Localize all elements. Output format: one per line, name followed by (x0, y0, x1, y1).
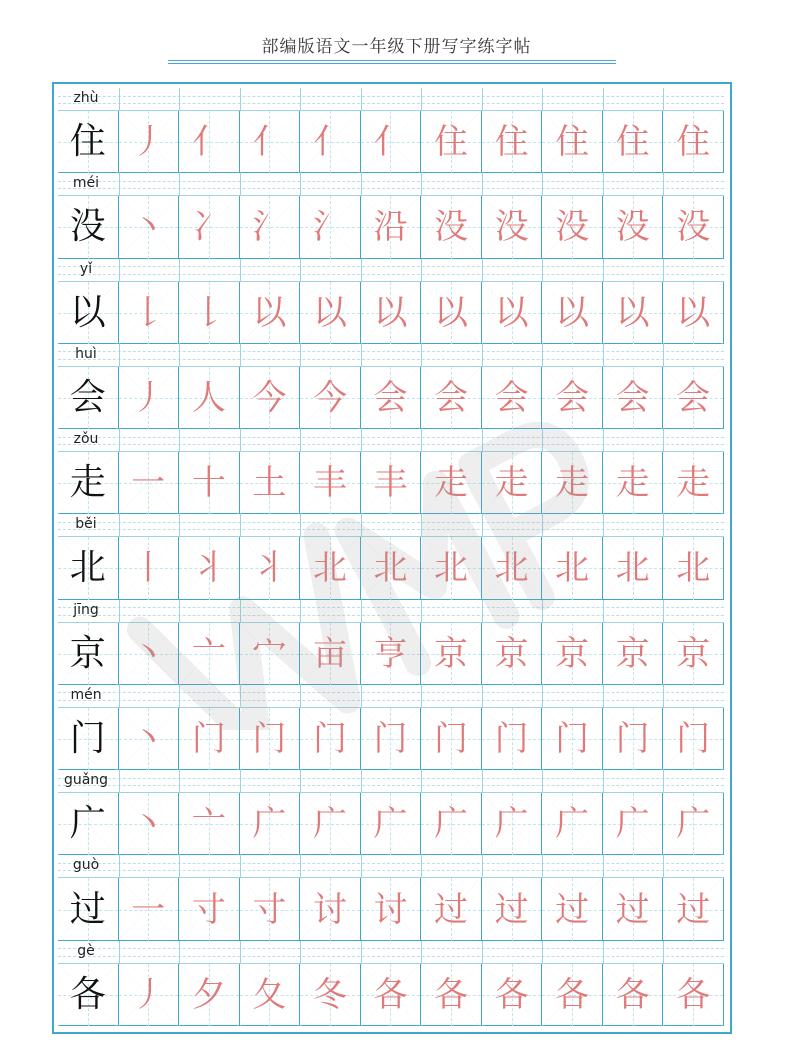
tracing-cell (300, 367, 361, 429)
tracing-character: 亩 (312, 633, 347, 674)
tracing-cell (300, 964, 361, 1026)
tracing-cell (179, 282, 240, 344)
tracing-cell (542, 282, 603, 344)
character-cells (58, 282, 724, 344)
tracing-cell (361, 367, 422, 429)
tracing-cell (542, 878, 603, 940)
tracing-character: 各 (373, 974, 408, 1015)
practice-grid (58, 88, 724, 1026)
pinyin-label: méi (72, 175, 100, 192)
tracing-cell (603, 964, 664, 1026)
tracing-cell (603, 623, 664, 685)
tracing-cell (179, 793, 240, 855)
tracing-cell (421, 793, 482, 855)
tracing-cell (240, 793, 301, 855)
pinyin-band (58, 173, 724, 196)
pinyin-label: zǒu (73, 431, 99, 448)
tracing-character: 丰 (373, 463, 408, 504)
tracing-character: 寸 (191, 889, 226, 930)
tracing-cell (179, 708, 240, 770)
tracing-cell (300, 878, 361, 940)
tracing-cell (663, 452, 724, 514)
tracing-character: 亻 (191, 122, 226, 163)
model-character-cell (58, 537, 119, 599)
tracing-cell (542, 623, 603, 685)
tracing-cell (361, 878, 422, 940)
character-cells (58, 964, 724, 1026)
tracing-cell (240, 452, 301, 514)
model-character: 各 (69, 973, 106, 1015)
tracing-cell (179, 964, 240, 1026)
character-cells (58, 452, 724, 514)
tracing-character: 广 (676, 804, 711, 845)
tracing-cell (542, 793, 603, 855)
tracing-character: 以 (373, 292, 408, 333)
tracing-cell (482, 878, 543, 940)
tracing-character: 人 (191, 377, 226, 418)
practice-row (58, 514, 724, 599)
tracing-cell (421, 964, 482, 1026)
tracing-cell (119, 452, 180, 514)
tracing-character: 北 (555, 548, 590, 589)
tracing-character: 𠄌 (131, 292, 166, 333)
tracing-character: 没 (494, 207, 529, 248)
tracing-character: 以 (434, 292, 469, 333)
practice-row (58, 855, 724, 940)
tracing-cell (482, 537, 543, 599)
tracing-character: 讨 (312, 889, 347, 930)
practice-row (58, 941, 724, 1026)
tracing-cell (482, 623, 543, 685)
tracing-cell (300, 452, 361, 514)
tracing-character: 门 (252, 719, 287, 760)
tracing-character: 广 (555, 804, 590, 845)
tracing-character: 京 (555, 633, 590, 674)
tracing-cell (300, 282, 361, 344)
tracing-cell (663, 793, 724, 855)
tracing-cell (421, 452, 482, 514)
practice-row (58, 429, 724, 514)
tracing-character: 过 (676, 889, 711, 930)
model-character-cell (58, 623, 119, 685)
pinyin-label: guǎng (63, 772, 109, 789)
tracing-character: 住 (615, 122, 650, 163)
tracing-cell (240, 196, 301, 258)
tracing-cell (482, 196, 543, 258)
tracing-cell (179, 111, 240, 173)
tracing-cell (179, 878, 240, 940)
tracing-cell (119, 623, 180, 685)
tracing-character: 门 (312, 719, 347, 760)
tracing-cell (542, 708, 603, 770)
tracing-cell (119, 111, 180, 173)
pinyin-band (58, 88, 724, 111)
tracing-character: 京 (494, 633, 529, 674)
tracing-character: 广 (312, 804, 347, 845)
tracing-character: 十 (191, 463, 226, 504)
tracing-character: 丿 (131, 377, 166, 418)
tracing-character: 门 (373, 719, 408, 760)
character-cells (58, 623, 724, 685)
tracing-character: 以 (494, 292, 529, 333)
tracing-character: 会 (494, 377, 529, 418)
model-character: 北 (69, 547, 106, 589)
tracing-character: 门 (555, 719, 590, 760)
tracing-character: 以 (615, 292, 650, 333)
tracing-character: 广 (615, 804, 650, 845)
tracing-cell (482, 367, 543, 429)
tracing-cell (361, 452, 422, 514)
character-cells (58, 793, 724, 855)
tracing-cell (482, 793, 543, 855)
tracing-character: 各 (434, 974, 469, 1015)
tracing-character: 走 (494, 463, 529, 504)
model-character-cell (58, 878, 119, 940)
tracing-cell (603, 196, 664, 258)
tracing-character: 会 (373, 377, 408, 418)
character-cells (58, 878, 724, 940)
tracing-character: 过 (615, 889, 650, 930)
tracing-cell (663, 964, 724, 1026)
tracing-character: 住 (494, 122, 529, 163)
tracing-cell (421, 878, 482, 940)
tracing-character: 北 (312, 548, 347, 589)
tracing-cell (119, 878, 180, 940)
practice-row (58, 770, 724, 855)
tracing-cell (542, 452, 603, 514)
pinyin-label: běi (75, 516, 97, 533)
tracing-cell (240, 537, 301, 599)
tracing-cell (421, 537, 482, 599)
tracing-cell (361, 196, 422, 258)
tracing-cell (240, 367, 301, 429)
tracing-character: 冬 (312, 974, 347, 1015)
tracing-cell (603, 537, 664, 599)
tracing-character: 广 (434, 804, 469, 845)
tracing-cell (179, 367, 240, 429)
tracing-cell (300, 111, 361, 173)
tracing-cell (240, 111, 301, 173)
tracing-cell (119, 367, 180, 429)
pinyin-band (58, 770, 724, 793)
tracing-character: 住 (676, 122, 711, 163)
tracing-cell (361, 623, 422, 685)
model-character-cell (58, 964, 119, 1026)
pinyin-label: yǐ (79, 260, 93, 277)
tracing-cell (603, 367, 664, 429)
tracing-cell (663, 111, 724, 173)
tracing-character: 没 (615, 207, 650, 248)
tracing-character: 亨 (373, 633, 408, 674)
pinyin-label: huì (75, 345, 97, 362)
practice-row (58, 173, 724, 258)
tracing-character: 沿 (373, 207, 408, 248)
tracing-character: 丿 (131, 974, 166, 1015)
pinyin-label: jīng (73, 601, 99, 618)
tracing-cell (119, 537, 180, 599)
tracing-character: 丶 (131, 207, 166, 248)
tracing-cell (361, 708, 422, 770)
tracing-character: 以 (676, 292, 711, 333)
tracing-character: 𠄌 (191, 292, 226, 333)
tracing-character: 丰 (312, 463, 347, 504)
character-cells (58, 367, 724, 429)
title-underline-second (168, 63, 616, 64)
character-cells (58, 537, 724, 599)
tracing-character: 门 (615, 719, 650, 760)
tracing-character: 寸 (252, 889, 287, 930)
tracing-character: 土 (252, 463, 287, 504)
tracing-cell (421, 367, 482, 429)
tracing-character: 夕 (191, 974, 226, 1015)
tracing-cell (300, 623, 361, 685)
practice-row (58, 600, 724, 685)
pinyin-band (58, 600, 724, 623)
tracing-cell (119, 708, 180, 770)
tracing-character: 门 (434, 719, 469, 760)
tracing-character: 广 (252, 804, 287, 845)
tracing-character: 以 (555, 292, 590, 333)
tracing-cell (119, 282, 180, 344)
tracing-character: 丬 (252, 548, 287, 589)
tracing-character: 京 (434, 633, 469, 674)
tracing-cell (603, 452, 664, 514)
tracing-character: 今 (312, 377, 347, 418)
tracing-character: 过 (555, 889, 590, 930)
character-cells (58, 196, 724, 258)
tracing-character: 各 (555, 974, 590, 1015)
tracing-cell (179, 196, 240, 258)
tracing-character: 丿 (131, 122, 166, 163)
tracing-character: 丶 (131, 633, 166, 674)
tracing-cell (300, 793, 361, 855)
tracing-cell (119, 793, 180, 855)
character-cells (58, 111, 724, 173)
tracing-cell (603, 708, 664, 770)
tracing-cell (300, 537, 361, 599)
pinyin-band (58, 855, 724, 878)
tracing-character: 亻 (312, 122, 347, 163)
tracing-cell (663, 196, 724, 258)
tracing-cell (663, 623, 724, 685)
tracing-character: 会 (676, 377, 711, 418)
tracing-cell (361, 111, 422, 173)
page-title: 部编版语文一年级下册写字练字帖 (261, 37, 532, 57)
tracing-cell (482, 708, 543, 770)
tracing-cell (240, 282, 301, 344)
tracing-character: 京 (615, 633, 650, 674)
tracing-cell (300, 196, 361, 258)
practice-row (58, 88, 724, 173)
tracing-character: 氵 (252, 207, 287, 248)
tracing-character: 住 (434, 122, 469, 163)
tracing-character: 丶 (131, 719, 166, 760)
tracing-cell (663, 537, 724, 599)
tracing-character: 北 (676, 548, 711, 589)
tracing-cell (119, 964, 180, 1026)
tracing-character: 夂 (252, 974, 287, 1015)
tracing-character: 北 (373, 548, 408, 589)
practice-row (58, 259, 724, 344)
tracing-character: 以 (312, 292, 347, 333)
model-character-cell (58, 452, 119, 514)
tracing-character: 京 (676, 633, 711, 674)
tracing-character: 会 (434, 377, 469, 418)
tracing-cell (603, 878, 664, 940)
pinyin-band (58, 685, 724, 708)
pinyin-band (58, 514, 724, 537)
tracing-character: 没 (434, 207, 469, 248)
pinyin-band (58, 429, 724, 452)
tracing-character: 亻 (252, 122, 287, 163)
tracing-cell (542, 111, 603, 173)
model-character: 过 (69, 888, 106, 930)
tracing-character: 丬 (191, 548, 226, 589)
model-character: 广 (69, 803, 106, 845)
tracing-cell (240, 623, 301, 685)
tracing-character: 一 (131, 889, 166, 930)
tracing-cell (421, 111, 482, 173)
tracing-character: 门 (494, 719, 529, 760)
tracing-cell (361, 964, 422, 1026)
tracing-cell (179, 537, 240, 599)
model-character-cell (58, 367, 119, 429)
tracing-character: 走 (434, 463, 469, 504)
tracing-character: 北 (434, 548, 469, 589)
tracing-character: 一 (131, 463, 166, 504)
tracing-character: 宀 (252, 633, 287, 674)
tracing-character: 北 (494, 548, 529, 589)
tracing-cell (663, 878, 724, 940)
tracing-cell (603, 282, 664, 344)
tracing-cell (603, 111, 664, 173)
tracing-character: 过 (494, 889, 529, 930)
tracing-cell (240, 878, 301, 940)
model-character-cell (58, 282, 119, 344)
model-character: 会 (69, 376, 106, 418)
model-character-cell (58, 111, 119, 173)
model-character: 没 (69, 206, 106, 248)
tracing-character: 门 (191, 719, 226, 760)
tracing-cell (240, 708, 301, 770)
tracing-character: 走 (615, 463, 650, 504)
tracing-character: 亠 (191, 633, 226, 674)
character-cells (58, 708, 724, 770)
tracing-cell (361, 282, 422, 344)
pinyin-band (58, 344, 724, 367)
pinyin-label: gè (77, 942, 95, 959)
tracing-cell (542, 367, 603, 429)
tracing-cell (240, 964, 301, 1026)
tracing-cell (421, 196, 482, 258)
tracing-cell (603, 793, 664, 855)
tracing-character: 亻 (373, 122, 408, 163)
model-character: 门 (69, 718, 106, 760)
tracing-cell (361, 537, 422, 599)
tracing-character: 没 (676, 207, 711, 248)
tracing-character: 氵 (312, 207, 347, 248)
practice-row (58, 344, 724, 429)
tracing-character: 住 (555, 122, 590, 163)
tracing-character: 丨 (131, 548, 166, 589)
tracing-character: 会 (615, 377, 650, 418)
practice-row (58, 685, 724, 770)
tracing-character: 过 (434, 889, 469, 930)
tracing-cell (421, 623, 482, 685)
tracing-cell (119, 196, 180, 258)
tracing-cell (663, 282, 724, 344)
tracing-character: 走 (676, 463, 711, 504)
model-character-cell (58, 708, 119, 770)
pinyin-label: zhù (73, 90, 99, 106)
tracing-cell (542, 196, 603, 258)
tracing-character: 北 (615, 548, 650, 589)
tracing-character: 没 (555, 207, 590, 248)
pinyin-band (58, 941, 724, 964)
tracing-cell (482, 111, 543, 173)
tracing-character: 走 (555, 463, 590, 504)
tracing-character: 以 (252, 292, 287, 333)
model-character: 以 (69, 291, 106, 333)
tracing-cell (542, 537, 603, 599)
tracing-character: 会 (555, 377, 590, 418)
tracing-cell (179, 623, 240, 685)
tracing-cell (300, 708, 361, 770)
tracing-character: 亠 (191, 804, 226, 845)
tracing-cell (542, 964, 603, 1026)
tracing-character: 广 (373, 804, 408, 845)
tracing-cell (421, 282, 482, 344)
pinyin-label: mén (70, 686, 102, 703)
tracing-character: 各 (494, 974, 529, 1015)
pinyin-band (58, 259, 724, 282)
tracing-character: 冫 (191, 207, 226, 248)
tracing-character: 今 (252, 377, 287, 418)
tracing-character: 广 (494, 804, 529, 845)
tracing-character: 各 (676, 974, 711, 1015)
model-character: 住 (69, 121, 106, 163)
model-character: 京 (69, 632, 106, 674)
tracing-cell (421, 708, 482, 770)
tracing-character: 门 (676, 719, 711, 760)
tracing-cell (482, 964, 543, 1026)
tracing-cell (663, 367, 724, 429)
tracing-cell (482, 452, 543, 514)
tracing-cell (361, 793, 422, 855)
tracing-character: 丶 (131, 804, 166, 845)
model-character: 走 (69, 462, 106, 504)
tracing-cell (482, 282, 543, 344)
title-underline (168, 60, 616, 61)
model-character-cell (58, 793, 119, 855)
tracing-cell (663, 708, 724, 770)
tracing-character: 各 (615, 974, 650, 1015)
pinyin-label: guò (72, 857, 100, 874)
model-character-cell (58, 196, 119, 258)
tracing-cell (179, 452, 240, 514)
tracing-character: 讨 (373, 889, 408, 930)
